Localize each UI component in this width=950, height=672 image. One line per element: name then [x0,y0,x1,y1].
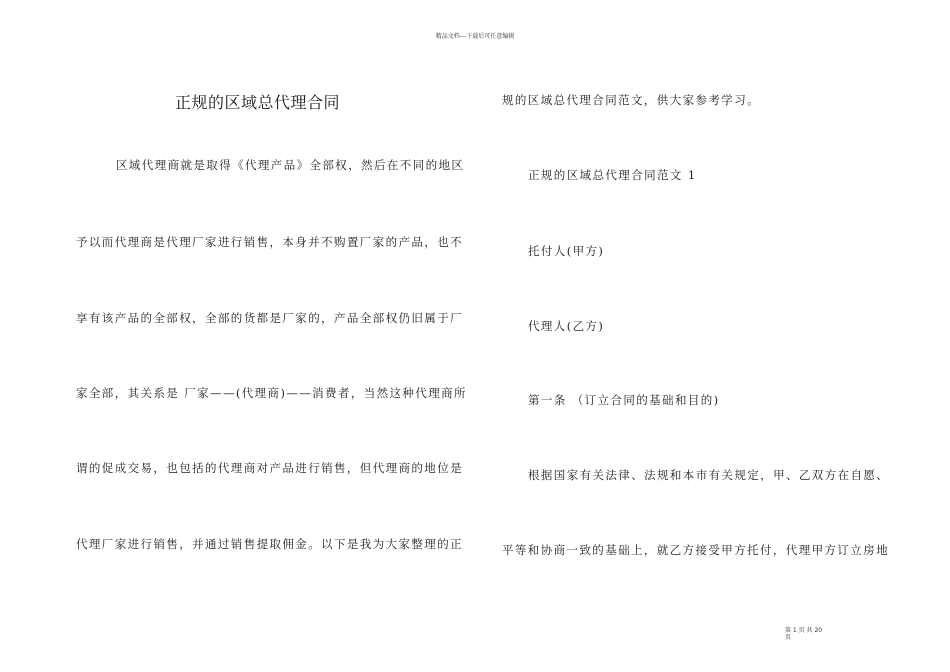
document-title: 正规的区域总代理合同 [175,93,341,112]
right-paragraph-line: 规的区域总代理合同范文，供大家参考学习。 [502,93,760,107]
section-heading: 正规的区域总代理合同范文 1 [528,168,697,182]
left-paragraph-line: 代理厂家进行销售，并通过销售提取佣金。以下是我为大家整理的正 [76,537,463,551]
left-paragraph-line: 谓的促成交易，也包括的代理商对产品进行销售，但代理商的地位是 [76,461,463,475]
right-paragraph-line: 根据国家有关法律、法规和本市有关规定，甲、乙双方在自愿、 [528,468,890,482]
article-one-heading: 第一条 （订立合同的基础和目的) [528,393,720,407]
left-paragraph-line: 予以而代理商是代理厂家进行销售，本身并不购置厂家的产品，也不 [76,235,463,249]
left-paragraph-line: 享有该产品的全部权，全部的货都是厂家的，产品全部权仍旧属于厂 [76,311,463,325]
page-number: 第 1 页 共 20 页 [785,627,823,641]
page-header: 精品文档---下载后可任意编辑 [435,33,515,40]
party-b-label: 代理人(乙方) [528,319,605,333]
right-paragraph-line: 平等和协商一致的基础上，就乙方接受甲方托付，代理甲方订立房地 [502,543,889,557]
left-paragraph-line: 区域代理商就是取得《代理产品》全部权，然后在不同的地区 [116,158,465,172]
left-paragraph-line: 家全部，其关系是 厂家——(代理商)——消费者，当然这种代理商所 [76,386,467,400]
party-a-label: 托付人(甲方) [528,244,605,258]
